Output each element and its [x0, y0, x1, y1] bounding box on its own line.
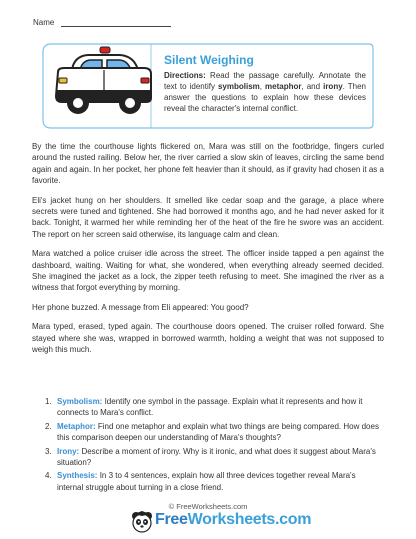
- term-metaphor: metaphor: [265, 82, 302, 91]
- directions-text-1: Read the passage carefully. Annotate the text to identify: [164, 71, 366, 91]
- question-item: [45, 446, 384, 469]
- panda-icon: [131, 511, 153, 533]
- name-label: Name: [33, 18, 55, 27]
- question-item: [45, 396, 384, 419]
- question-label: Metaphor:: [57, 421, 96, 431]
- question-label: Symbolism:: [57, 397, 103, 406]
- logo-part-free: Free: [155, 511, 188, 528]
- directions: [164, 70, 366, 114]
- directions-label: Directions:: [164, 71, 206, 80]
- question-text: Identify one symbol in the passage. Explain what it represents and how it connects to Mara's conflict.: [57, 397, 363, 418]
- passage-paragraph: Mara typed, erased, typed again. The courthouse doors opened. The cruiser rolled forward. She stayed where she was, wrapped in borrowed warmth, holding a weight that was not supposed to weigh this much.: [32, 322, 384, 355]
- separator-2: , and: [301, 82, 324, 91]
- logo-wordmark: [155, 511, 311, 529]
- term-irony: irony: [323, 82, 343, 91]
- passage-paragraph: Eli's jacket hung on her shoulders. It smelled like cedar soap and the garage, a place where secrets were tuned and tightened. She had borrowed it months ago, and he had never asked for it back. Tonight, it warmed her while reminding her of the heat of the fire he swore was an accident. The report on her screen said otherwise, its language calm and clean.: [32, 195, 384, 239]
- footer-copyright[interactable]: © FreeWorksheets.com: [168, 502, 248, 511]
- term-symbolism: symbolism: [217, 82, 260, 91]
- police-car-icon: [50, 40, 158, 126]
- name-row: [33, 18, 171, 27]
- directions-text-2: . Then answer the questions to explain how these devices reveal the character's internal conflict.: [164, 82, 366, 113]
- name-line[interactable]: [61, 18, 171, 27]
- question-list: [45, 396, 384, 495]
- question-number: 1.: [45, 397, 52, 406]
- question-number: 3.: [45, 446, 52, 456]
- question-item: [45, 421, 384, 444]
- worksheet-title: Silent Weighing: [164, 53, 254, 67]
- passage: [32, 141, 384, 364]
- passage-paragraph: By the time the courthouse lights flickered on, Mara was still on the footbridge, fingers curled around the rusted railing. Below her, the river carried a slow skin of leaves, circling the same bend again and again. In her pocket, her phone felt heavier than it should, as if gravity had chosen it as a favorite.: [32, 142, 384, 186]
- question-number: 4.: [45, 471, 52, 481]
- question-text: In 3 to 4 sentences, explain how all three devices together reveal Mara's internal struggle about turning in a close friend.: [57, 471, 356, 492]
- logo-part-worksheets: Worksheets: [187, 511, 276, 528]
- question-text: Find one metaphor and explain what two things are being compared. How does this comparison deepen our understanding of Mara's thoughts?: [57, 421, 379, 443]
- footer-logo[interactable]: [131, 511, 312, 533]
- question-label: Synthesis:: [57, 471, 98, 481]
- logo-part-com: .com: [275, 511, 312, 528]
- passage-paragraph: Her phone buzzed. A message from Eli appeared: You good?: [32, 302, 249, 312]
- question-label: Irony:: [57, 446, 80, 456]
- question-text: Describe a moment of irony. Why is it ironic, and what does it suggest about Mara's situation?: [57, 446, 376, 468]
- passage-paragraph: Mara watched a police cruiser idle across the street. The officer inside tapped a pen against the dashboard, waiting. Waiting for what, she wondered, when everything already seemed decided. She imagined the jacket as a lock, the zipper teeth refusing to meet. She imagined the river as a witness that forgot everything by morning.: [32, 249, 384, 293]
- question-number: 2.: [45, 421, 52, 431]
- separator-1: ,: [259, 82, 266, 91]
- question-item: [45, 470, 384, 493]
